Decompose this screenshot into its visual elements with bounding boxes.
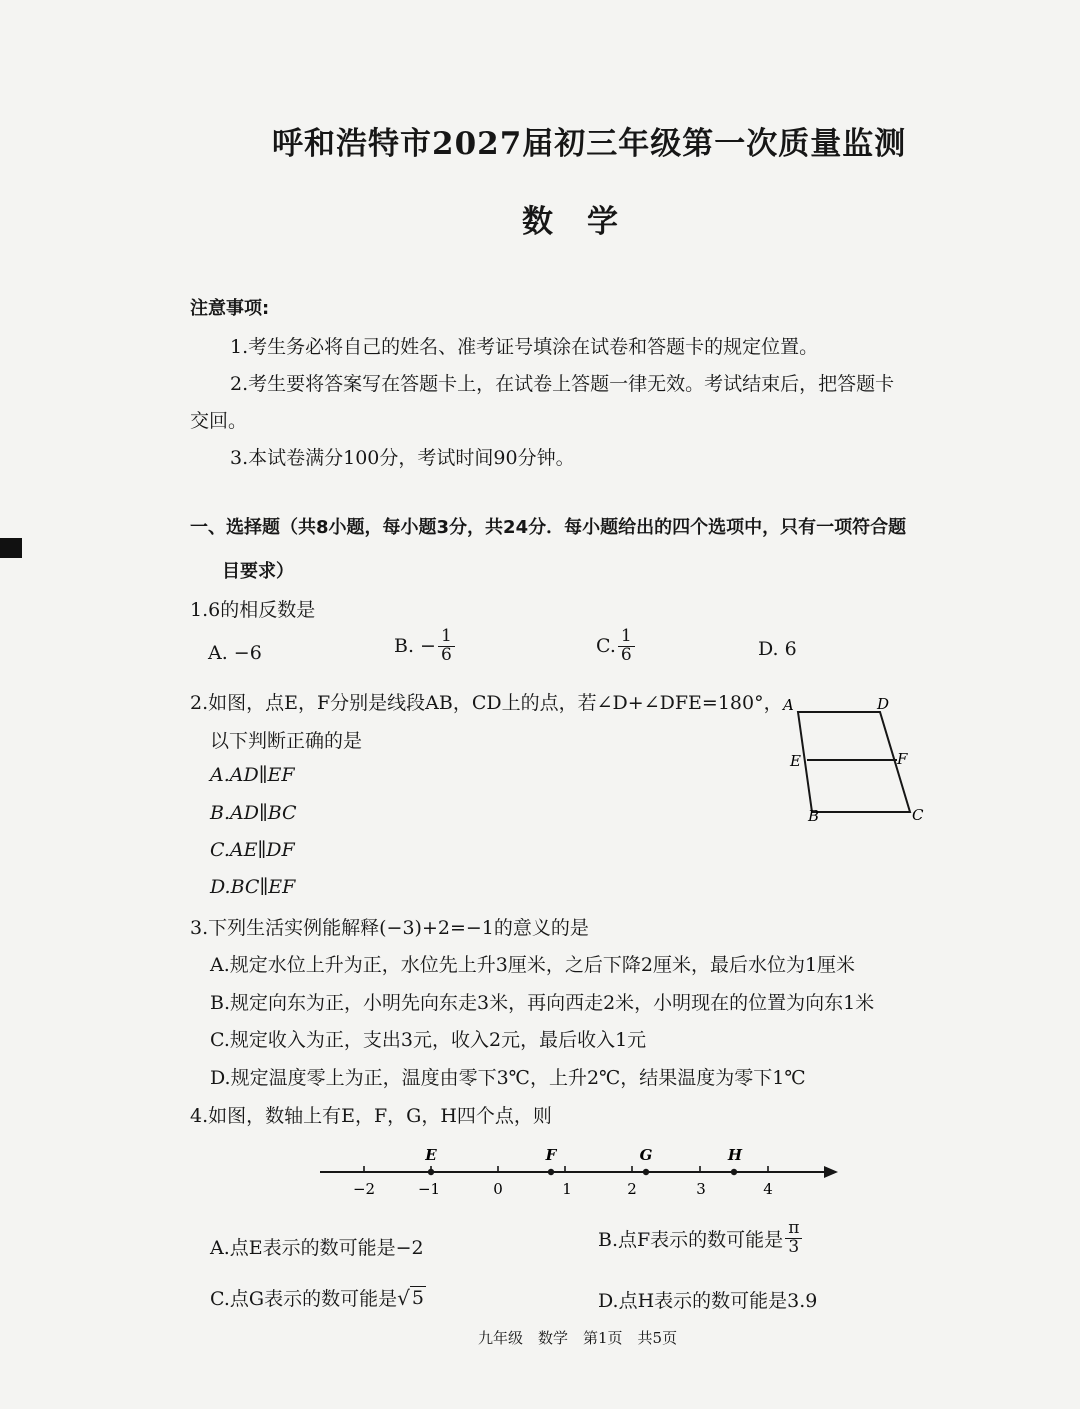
q1-b-denominator: 6 — [440, 644, 452, 665]
q1-c-numerator: 1 — [618, 628, 635, 647]
q1-option-c-fraction — [618, 628, 635, 665]
q1-c-denominator: 6 — [620, 644, 632, 665]
q3-option-d: D.规定温度零上为正，温度由零下3℃，上升2℃，结果温度为零下1℃ — [210, 1067, 806, 1089]
point-h — [731, 1169, 737, 1175]
q3-option-c: C.规定收入为正，支出3元，收入2元，最后收入1元 — [210, 1029, 647, 1051]
q1-option-c-prefix: C. — [596, 635, 616, 658]
label-e: E — [790, 752, 801, 770]
radical-sign: √ — [397, 1285, 410, 1310]
tick-label-4: 4 — [763, 1180, 773, 1198]
tick-label-2: 2 — [627, 1180, 637, 1198]
exam-title: 呼和浩特市2027届初三年级第一次质量监测 — [272, 126, 907, 162]
q4-option-b — [598, 1220, 804, 1257]
subject-title: 数学 — [522, 204, 652, 240]
q4-option-b-prefix: B.点F表示的数可能是 — [598, 1228, 784, 1251]
q4-option-d: D.点H表示的数可能是3.9 — [598, 1290, 818, 1312]
point-label-e: E — [425, 1146, 437, 1164]
tick-label-neg1: −1 — [417, 1180, 441, 1198]
q2-stem-line2: 以下判断正确的是 — [210, 730, 363, 752]
page-footer: 九年级 数学 第1页 共5页 — [478, 1329, 678, 1347]
q2-option-b: B.AD∥BC — [210, 802, 297, 824]
point-e — [428, 1169, 434, 1175]
q3-option-a: A.规定水位上升为正，水位先上升3厘米，之后下降2厘米，最后水位为1厘米 — [210, 954, 856, 976]
notice-item-2: 2.考生要将答案写在答题卡上，在试卷上答题一律无效。考试结束后，把答题卡 — [230, 373, 895, 395]
section1-heading: 一、选择题（共8小题，每小题3分，共24分．每小题给出的四个选项中，只有一项符合题 — [190, 517, 907, 538]
label-d: D — [877, 695, 890, 713]
point-label-f: F — [545, 1146, 557, 1164]
q1-stem: 1.6的相反数是 — [190, 599, 316, 621]
section1-heading-cont: 目要求） — [222, 561, 294, 582]
q1-b-numerator: 1 — [438, 628, 455, 647]
q4-stem: 4.如图，数轴上有E，F，G，H四个点，则 — [190, 1105, 552, 1127]
q4-b-numerator: π — [785, 1220, 802, 1239]
label-b: B — [808, 807, 820, 825]
tick-label-1: 1 — [562, 1180, 572, 1198]
q4-option-c-sqrt — [397, 1286, 426, 1310]
q1-option-b-prefix: B. − — [394, 635, 436, 658]
q1-option-c — [596, 628, 637, 665]
q1-option-a: A. −6 — [208, 642, 262, 664]
q2-option-a: A.AD∥EF — [210, 764, 295, 786]
point-label-h: H — [727, 1146, 743, 1164]
q1-option-d: D. 6 — [758, 638, 797, 660]
q4-option-a: A.点E表示的数可能是−2 — [210, 1237, 424, 1259]
scan-registration-mark — [0, 538, 22, 558]
tick-label-0: 0 — [493, 1180, 503, 1198]
q3-option-b: B.规定向东为正，小明先向东走3米，再向西走2米，小明现在的位置为向东1米 — [210, 992, 875, 1014]
label-c: C — [912, 806, 924, 824]
q1-option-b — [394, 628, 457, 665]
notice-heading: 注意事项: — [190, 298, 270, 319]
notice-item-2-cont: 交回。 — [190, 410, 248, 432]
point-f — [548, 1169, 554, 1175]
q4-option-b-fraction — [785, 1220, 802, 1257]
parallelogram-abcd — [798, 712, 910, 812]
tick-label-neg2: −2 — [352, 1180, 376, 1198]
notice-item-1: 1.考生务必将自己的姓名、准考证号填涂在试卷和答题卡的规定位置。 — [230, 336, 819, 358]
q2-stem-line1: 2.如图，点E，F分别是线段AB，CD上的点，若∠D+∠DFE=180°， — [190, 692, 783, 714]
tick-label-3: 3 — [696, 1180, 706, 1198]
q1-option-b-fraction — [438, 628, 455, 665]
q2-option-c: C.AE∥DF — [210, 839, 295, 861]
q3-stem: 3.下列生活实例能解释(−3)+2=−1的意义的是 — [190, 917, 589, 939]
point-g — [643, 1169, 649, 1175]
label-a: A — [783, 696, 794, 714]
label-f: F — [897, 750, 908, 768]
q4-option-c-prefix: C.点G表示的数可能是 — [210, 1288, 398, 1310]
notice-item-3: 3.本试卷满分100分，考试时间90分钟。 — [230, 447, 575, 469]
q2-option-d: D.BC∥EF — [210, 876, 296, 898]
q4-number-line — [310, 1140, 850, 1205]
axis-arrowhead — [824, 1166, 838, 1178]
q4-option-c — [210, 1284, 426, 1311]
point-label-g: G — [639, 1146, 653, 1164]
q4-b-denominator: 3 — [788, 1236, 800, 1257]
q2-parallelogram-figure — [770, 688, 940, 828]
q4-c-radicand: 5 — [411, 1286, 424, 1309]
